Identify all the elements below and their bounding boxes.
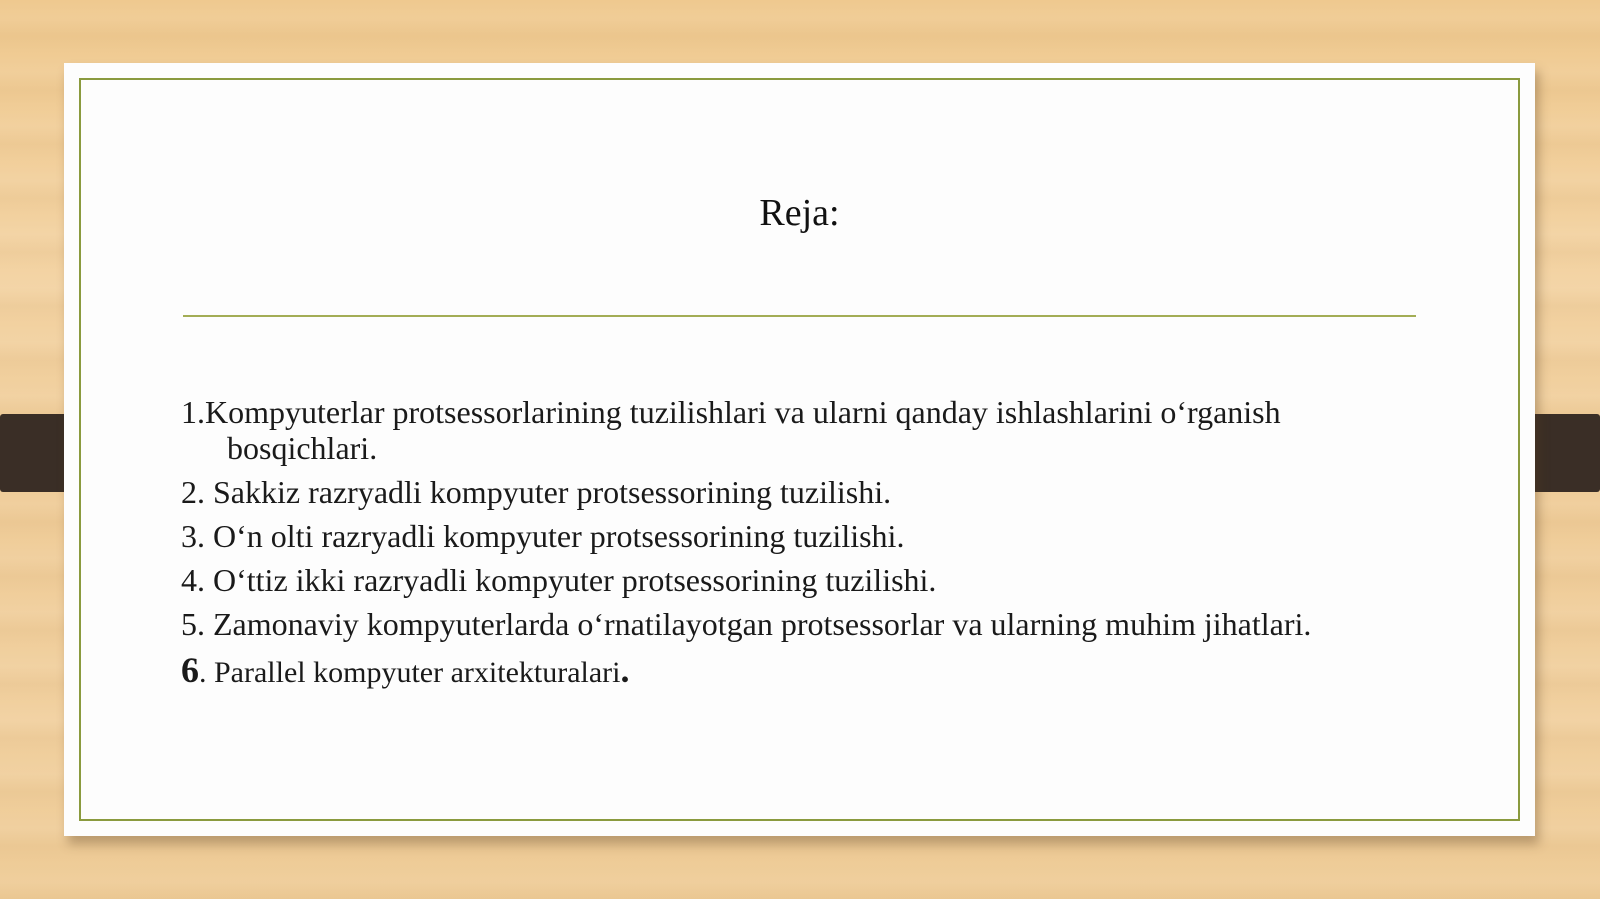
plan-item-3: 3. O‘n olti razryadli kompyuter protsessorining tuzilishi. xyxy=(181,518,905,554)
plan-item-6 xyxy=(181,652,1331,691)
title-divider xyxy=(183,315,1416,317)
plan-item-6-separator: . xyxy=(199,656,207,689)
plan-item-6-text: Parallel kompyuter arxitekturalari xyxy=(206,656,621,689)
plan-list xyxy=(181,394,1331,699)
slide-card xyxy=(64,63,1535,836)
plan-item-6-end: . xyxy=(620,650,630,690)
plan-item-4: 4. O‘ttiz ikki razryadli kompyuter protsessorining tuzilishi. xyxy=(181,562,937,598)
plan-item-1: 1.Kompyuterlar protsessorlarining tuzilishlari va ularni qanday ishlashlarini o‘rganish bosqichlari. xyxy=(181,394,1281,466)
slide-title: Reja: xyxy=(759,192,840,234)
plan-item-5: 5. Zamonaviy kompyuterlarda o‘rnatilayotgan protsessorlar va ularning muhim jihatlari. xyxy=(181,606,1312,642)
plan-item-2: 2. Sakkiz razryadli kompyuter protsessorining tuzilishi. xyxy=(181,474,892,510)
plan-item-6-number: 6 xyxy=(181,650,199,690)
